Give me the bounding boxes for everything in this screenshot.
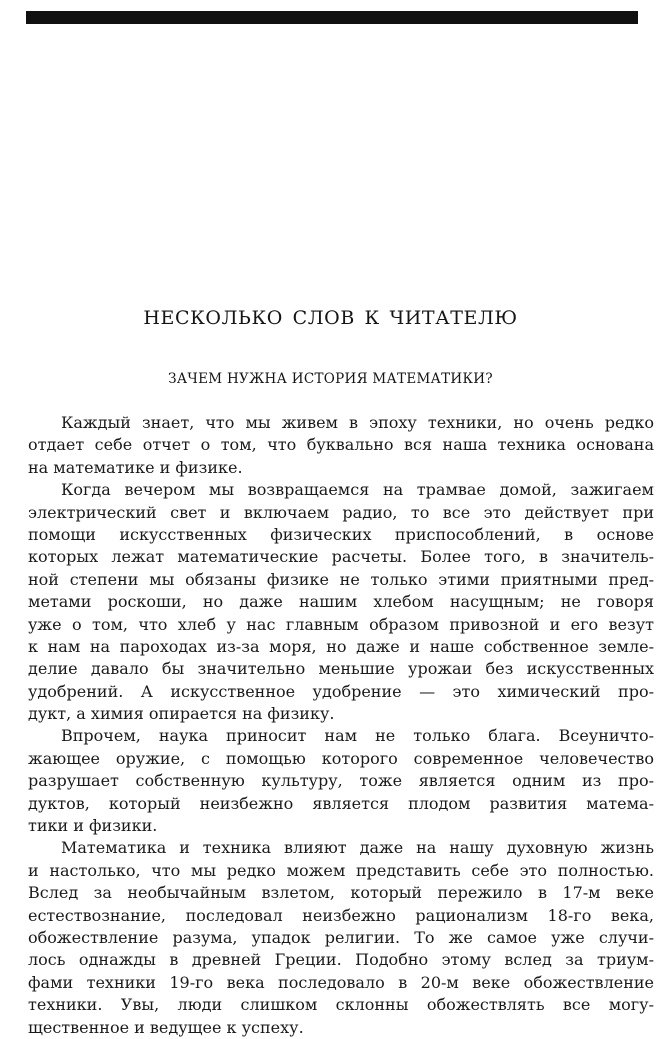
- text-line: и настолько, что мы редко можем представить себе это полностью.: [28, 860, 654, 880]
- text-line: дуктов, который неизбежно является плодом развития матема-: [28, 793, 654, 813]
- top-rule: [26, 11, 638, 24]
- text-line: отдает себе отчет о том, что буквально вся наша техника основана: [28, 435, 654, 455]
- page-title: НЕСКОЛЬКО СЛОВ К ЧИТАТЕЛЮ: [143, 307, 518, 329]
- paragraph: [28, 725, 654, 837]
- text-line: Каждый знает, что мы живем в эпоху техники, но очень редко: [61, 413, 654, 432]
- text-line: удобрений. А искусственное удобрение — это химический про-: [28, 681, 654, 701]
- text-line: уже о том, что хлеб у нас главным образом привозной и его везут: [28, 614, 654, 634]
- text-line: которых лежат математические расчеты. Более того, в значитель-: [28, 547, 654, 567]
- paragraph: [28, 837, 654, 1039]
- text-line: на математике и физике.: [28, 457, 243, 477]
- text-line: техники. Увы, люди слишком склонны обожествлять все могу-: [28, 995, 654, 1015]
- body-text: [28, 412, 654, 1039]
- text-line: жающее оружие, с помощью которого современное человечество: [28, 748, 654, 768]
- text-line: делие давало бы значительно меньшие урожаи без искусственных: [28, 659, 654, 679]
- text-line: Вслед за необычайным взлетом, который пережило в 17-м веке: [28, 883, 654, 903]
- text-line: Впрочем, наука приносит нам не только блага. Всеуничто-: [61, 726, 654, 746]
- text-line: электрический свет и включаем радио, то все это действует при: [28, 502, 654, 522]
- text-line: ной степени мы обязаны физике не только этими приятными пред-: [28, 569, 654, 589]
- text-line: Математика и техника влияют даже на нашу духовную жизнь: [61, 838, 654, 858]
- text-line: лось однажды в древней Греции. Подобно этому вслед за триум-: [28, 950, 654, 970]
- paragraph: [28, 479, 654, 725]
- text-line: естествознание, последовал неизбежно рационализм 18-го века,: [28, 905, 654, 925]
- text-line: Когда вечером мы возвращаемся на трамвае домой, зажигаем: [61, 480, 654, 500]
- section-subtitle: ЗАЧЕМ НУЖНА ИСТОРИЯ МАТЕМАТИКИ?: [168, 371, 493, 387]
- text-line: фами техники 19-го века последовало в 20-м веке обожествление: [28, 972, 654, 992]
- text-line: тики и физики.: [28, 816, 158, 836]
- text-line: дукт, а химия опирается на физику.: [28, 704, 335, 724]
- text-line: метами роскоши, но даже нашим хлебом насущным; не говоря: [28, 592, 654, 612]
- text-line: помощи искусственных физических приспособлений, в основе: [28, 524, 654, 544]
- text-line: разрушает собственную культуру, тоже является одним из про-: [28, 771, 654, 791]
- text-line: к нам на пароходах из-за моря, но даже и наше собственное земле-: [28, 636, 654, 656]
- paragraph: [28, 412, 654, 479]
- text-line: щественное и ведущее к успеху.: [28, 1017, 304, 1037]
- text-line: обожествление разума, упадок религии. То же самое уже случи-: [28, 927, 654, 947]
